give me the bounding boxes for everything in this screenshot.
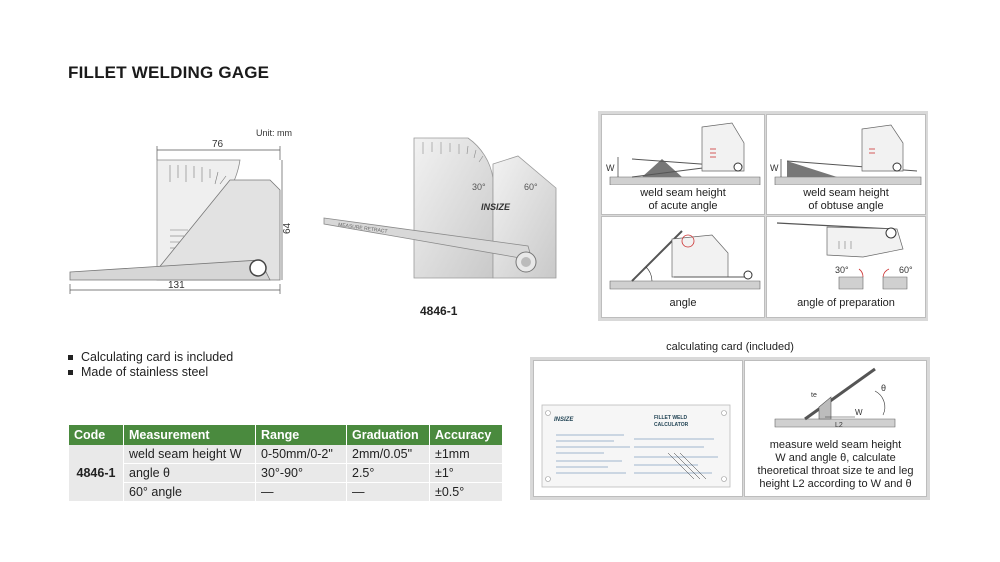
accuracy-cell: ±1° bbox=[430, 464, 503, 483]
usage-panel bbox=[598, 111, 928, 321]
acute-caption-line1: weld seam height bbox=[640, 187, 726, 199]
throat-size-diagram bbox=[745, 361, 926, 431]
prep-30-label: 30° bbox=[835, 265, 849, 275]
feature-list bbox=[68, 350, 233, 380]
header-accuracy: Accuracy bbox=[430, 425, 503, 445]
bullet-icon bbox=[68, 355, 73, 360]
calc-card-title: calculating card (included) bbox=[666, 341, 794, 353]
usage-obtuse-angle bbox=[766, 114, 926, 215]
table-row bbox=[69, 483, 503, 502]
graduation-cell: 2mm/0.05" bbox=[347, 445, 430, 464]
graduation-cell: — bbox=[347, 483, 430, 502]
range-cell: — bbox=[256, 483, 347, 502]
angle-diagram bbox=[602, 217, 764, 295]
obtuse-diagram bbox=[767, 115, 925, 185]
photo-30-label: 30° bbox=[472, 182, 486, 192]
unit-label: Unit: mm bbox=[256, 128, 292, 138]
bullet-icon bbox=[68, 370, 73, 375]
photo-brand-logo: INSIZE bbox=[481, 202, 511, 212]
measurement-cell: 60° angle bbox=[124, 483, 256, 502]
dim-bottom-label: 131 bbox=[168, 280, 185, 291]
usage-angle-of-preparation bbox=[766, 216, 926, 318]
measurement-cell: weld seam height W bbox=[124, 445, 256, 464]
obtuse-caption-line2: of obtuse angle bbox=[808, 200, 884, 212]
calc-theta-label: θ bbox=[881, 383, 887, 393]
accuracy-cell: ±1mm bbox=[430, 445, 503, 464]
graduation-cell: 2.5° bbox=[347, 464, 430, 483]
acute-w-label: W bbox=[606, 163, 615, 173]
calc-card-photo bbox=[533, 360, 743, 497]
preparation-diagram bbox=[767, 217, 925, 295]
photo-arm-text: MEASURE RETRACT bbox=[337, 222, 388, 235]
table-row bbox=[69, 464, 503, 483]
calc-card-explanation bbox=[744, 360, 927, 497]
usage-acute-angle bbox=[601, 114, 765, 215]
measurement-cell: angle θ bbox=[124, 464, 256, 483]
calc-te-label: te bbox=[811, 392, 817, 399]
spec-table bbox=[69, 425, 503, 502]
page-title: FILLET WELDING GAGE bbox=[68, 63, 270, 82]
dim-top-label: 76 bbox=[212, 139, 224, 150]
card-title-1: FILLET WELD bbox=[654, 415, 688, 421]
prep-60-label: 60° bbox=[899, 265, 913, 275]
calculator-card-image bbox=[534, 361, 742, 496]
calc-desc-line4: height L2 according to W and θ bbox=[759, 478, 912, 490]
calc-l2-label: L2 bbox=[835, 422, 843, 429]
calc-w-label: W bbox=[855, 408, 863, 417]
obtuse-w-label: W bbox=[770, 163, 779, 173]
header-code: Code bbox=[69, 425, 124, 445]
obtuse-caption-line1: weld seam height bbox=[803, 187, 889, 199]
angle-caption: angle bbox=[669, 297, 697, 309]
calc-card-panel bbox=[530, 357, 930, 500]
calc-desc-line2: W and angle θ, calculate bbox=[775, 452, 896, 464]
feature-item: Calculating card is included bbox=[68, 350, 233, 365]
calc-desc-line3: theoretical throat size te and leg bbox=[757, 465, 914, 477]
code-cell: 4846-1 bbox=[69, 445, 124, 502]
table-header-row bbox=[69, 425, 503, 445]
header-range: Range bbox=[256, 425, 347, 445]
usage-angle bbox=[601, 216, 765, 318]
feature-item: Made of stainless steel bbox=[68, 365, 233, 380]
prep-caption: angle of preparation bbox=[797, 297, 895, 309]
range-cell: 30°-90° bbox=[256, 464, 347, 483]
header-graduation: Graduation bbox=[347, 425, 430, 445]
photo-60-label: 60° bbox=[524, 182, 538, 192]
table-row bbox=[69, 445, 503, 464]
gage-technical-drawing bbox=[60, 120, 310, 300]
calc-desc-line1: measure weld seam height bbox=[769, 439, 902, 451]
card-brand-logo: INSIZE bbox=[554, 417, 574, 423]
card-title-2: CALCULATOR bbox=[654, 422, 689, 428]
header-measurement: Measurement bbox=[124, 425, 256, 445]
accuracy-cell: ±0.5° bbox=[430, 483, 503, 502]
acute-diagram bbox=[602, 115, 764, 185]
acute-caption-line2: of acute angle bbox=[648, 200, 718, 212]
gage-product-photo bbox=[318, 128, 568, 288]
model-number: 4846-1 bbox=[420, 304, 458, 318]
dim-side-label: 64 bbox=[282, 222, 293, 234]
range-cell: 0-50mm/0-2" bbox=[256, 445, 347, 464]
